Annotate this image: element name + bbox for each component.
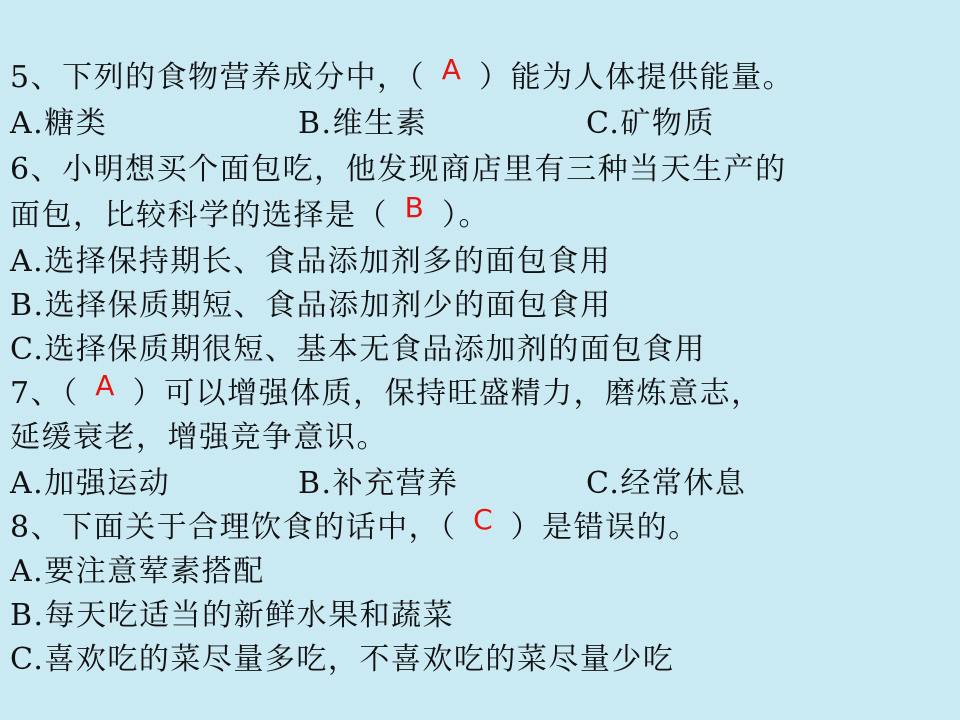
q7-option-b: B.补充营养 <box>298 466 459 501</box>
q8-option-a: A.要注意荤素搭配 <box>10 554 265 589</box>
q8-option-c: C.喜欢吃的菜尽量多吃，不喜欢吃的菜尽量少吃 <box>10 642 675 677</box>
q6-option-c: C.选择保质期很短、基本无食品添加剂的面包食用 <box>10 332 706 367</box>
q7-option-a: A.加强运动 <box>10 466 171 501</box>
q6-option-a: A.选择保持期长、食品添加剂多的面包食用 <box>10 244 612 279</box>
q5-stem-after: ）能为人体提供能量。 <box>479 60 795 95</box>
q8-stem-after: ）是错误的。 <box>510 510 700 545</box>
q5-option-b: B.维生素 <box>298 106 428 141</box>
q5-stem-before: 5、下列的食物营养成分中，（ <box>10 60 426 95</box>
q7-stem-after: ）可以增强体质，保持旺盛精力，磨炼意志， <box>132 376 763 411</box>
q5-option-a: A.糖类 <box>10 106 108 141</box>
q7-option-c: C.经常休息 <box>586 466 747 501</box>
q7-answer: A <box>95 369 116 402</box>
q5-stem <box>10 53 795 98</box>
q6-stem-after: ）。 <box>442 198 490 233</box>
q6-answer: B <box>404 191 426 224</box>
q5-answer: A <box>441 53 463 86</box>
q6-stem-before: 面包，比较科学的选择是（ <box>10 198 388 233</box>
q5-option-c: C.矿物质 <box>586 106 715 141</box>
q6-stem-line1: 6、小明想买个面包吃，他发现商店里有三种当天生产的 <box>10 152 787 187</box>
q6-stem-line2 <box>10 191 490 236</box>
q7-stem-line2: 延缓衰老，增强竞争意识。 <box>10 420 388 455</box>
q7-stem-line1 <box>10 369 763 414</box>
q7-stem-before: 7、（ <box>10 376 79 411</box>
q8-stem-before: 8、下面关于合理饮食的话中，（ <box>10 510 457 545</box>
q5-options <box>10 104 950 144</box>
q8-stem <box>10 503 700 548</box>
q7-options <box>10 464 950 504</box>
q8-option-b: B.每天吃适当的新鲜水果和蔬菜 <box>10 598 455 633</box>
q8-answer: C <box>473 503 495 536</box>
q6-option-b: B.选择保质期短、食品添加剂少的面包食用 <box>10 288 612 323</box>
